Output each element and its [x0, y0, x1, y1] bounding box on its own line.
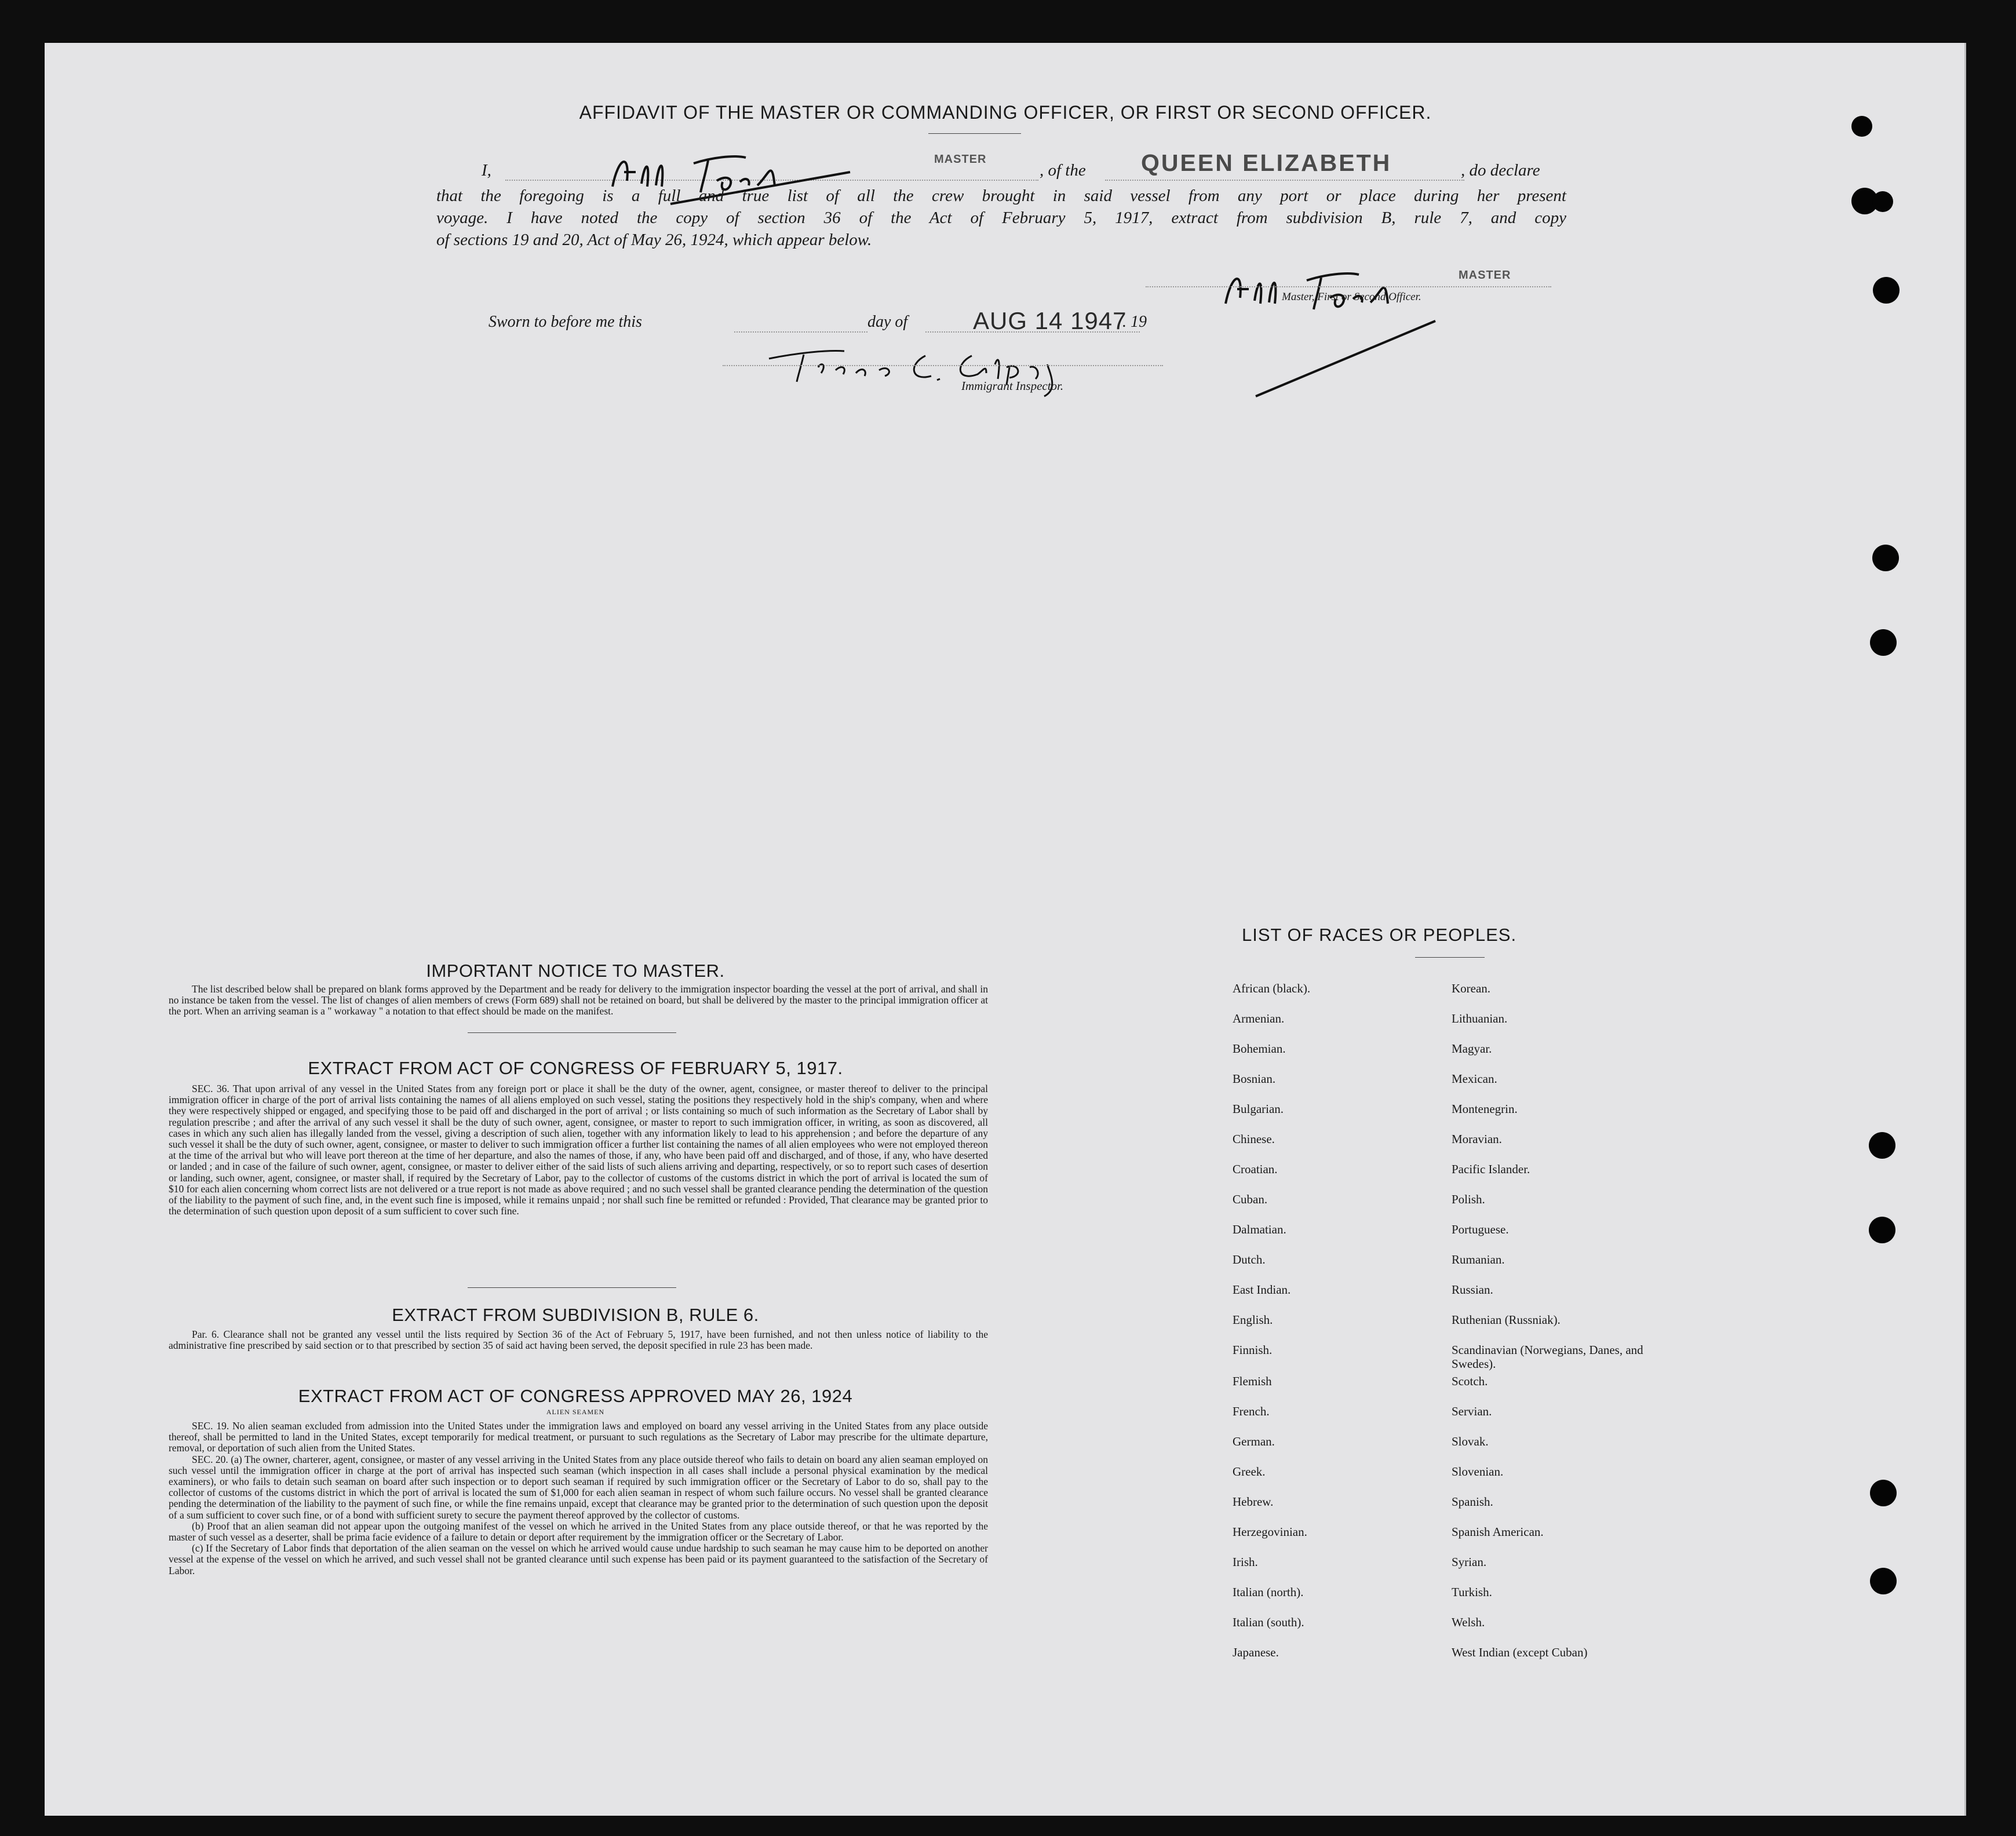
vessel-blank [1105, 180, 1464, 181]
race-left: Flemish [1233, 1374, 1272, 1388]
master-signature-2 [1215, 240, 1488, 402]
race-right: Servian. [1452, 1404, 1492, 1418]
race-right: Montenegrin. [1452, 1102, 1518, 1116]
race-right: Pacific Islander. [1452, 1162, 1530, 1176]
notice-text: The list described below shall be prepared on blank forms approved by the Department and be ready for delivery to the immigration inspector boarding the vessel at the port of arrival, and shall in no instance be taken from the vessel. The list of changes of alien members of crews (Form 689) shall not be retained on board, but shall be delivered by the master to the principal immigration officer at the port. When an arriving seaman is a " workaway " a notation to that effect should be made on the manifest. [169, 983, 988, 1017]
binder-hole [1873, 277, 1900, 304]
divider-1 [468, 1032, 676, 1033]
extract-1917-title: EXTRACT FROM ACT OF CONGRESS OF FEBRUARY 5, 1917. [308, 1058, 843, 1078]
affidavit-i: I, [482, 161, 491, 180]
alien-seamen-subtitle: ALIEN SEAMEN [546, 1408, 605, 1416]
vessel-name-stamp: QUEEN ELIZABETH [1141, 149, 1392, 176]
race-left: Armenian. [1233, 1012, 1285, 1025]
race-right: Syrian. [1452, 1555, 1487, 1569]
rule6-text: Par. 6. Clearance shall not be granted any vessel until the lists required by Section 36 of the Act of February 5, 1917, have been furnished, and not then unless notice of liability to the administrative fine prescribed by said section or to that prescribed by section 35 of said act having been served, the deposit specified in rule 23 has been made. [169, 1328, 988, 1352]
race-left: Herzegovinian. [1233, 1525, 1307, 1539]
binder-hole [1872, 545, 1899, 571]
date-stamp: AUG 14 1947 [973, 307, 1127, 334]
race-left: Dalmatian. [1233, 1222, 1286, 1236]
sec19-text: SEC. 19. No alien seaman excluded from admission into the United States under the immigration laws and employed on board any vessel arriving in the United States from any place outside thereof, shall be permitted to land in the United States, except temporarily for medical treatment, or pursuant to such regulations as the Secretary of Labor may prescribe for the ultimate departure, removal, or deportation of such alien from the United States. [169, 1420, 988, 1454]
race-left: Dutch. [1233, 1253, 1266, 1266]
binder-hole [1870, 1480, 1897, 1506]
binder-hole [1869, 1132, 1895, 1159]
declare-text: , do declare [1461, 161, 1540, 180]
race-right: Korean. [1452, 981, 1491, 995]
binder-hole [1870, 1568, 1897, 1594]
race-left: Bosnian. [1233, 1072, 1276, 1086]
race-left: East Indian. [1233, 1283, 1291, 1297]
race-right: Lithuanian. [1452, 1012, 1508, 1025]
race-left: Bohemian. [1233, 1042, 1286, 1056]
race-left: Hebrew. [1233, 1495, 1274, 1509]
race-left: English. [1233, 1313, 1273, 1327]
race-right: Rumanian. [1452, 1253, 1505, 1266]
race-right: Scotch. [1452, 1374, 1488, 1388]
race-left: German. [1233, 1435, 1275, 1448]
binder-hole [1870, 629, 1897, 656]
extract-1917-block [169, 1083, 988, 1217]
race-right: Turkish. [1452, 1585, 1492, 1599]
sec20b-text: (b) Proof that an alien seaman did not appear upon the outgoing manifest of the vessel on which he arrived in the United States from any place outside thereof, or that he was reported by the master of such vessel as a deserter, shall be prima facie evidence of a failure to detain or deport after requirement by the immigration officer or the Secretary of Labor. [169, 1520, 988, 1543]
sworn-text: Sworn to before me this [488, 313, 642, 331]
master-stamp-1: MASTER [934, 153, 987, 166]
races-list [1233, 981, 1928, 1735]
inspector-blank [723, 365, 1163, 366]
race-right: Spanish. [1452, 1495, 1493, 1509]
race-left: Greek. [1233, 1465, 1266, 1479]
race-right: Mexican. [1452, 1072, 1497, 1086]
race-right: Russian. [1452, 1283, 1493, 1297]
affidavit-body-line-4: of sections 19 and 20, Act of May 26, 1924, which appear below. [436, 231, 872, 249]
race-right: Polish. [1452, 1192, 1485, 1206]
race-left: African (black). [1233, 981, 1311, 995]
race-right: Portuguese. [1452, 1222, 1509, 1236]
race-right: Magyar. [1452, 1042, 1492, 1056]
race-right: West Indian (except Cuban) [1452, 1645, 1588, 1659]
rule6-block [169, 1329, 988, 1351]
year-suffix: . 19 [1122, 313, 1147, 331]
notice-text-block [169, 984, 988, 1017]
race-right: Slovenian. [1452, 1465, 1504, 1479]
of-the-text: , of the [1040, 161, 1086, 180]
race-left: Chinese. [1233, 1132, 1275, 1146]
race-right: Moravian. [1452, 1132, 1502, 1146]
affidavit-body-line-3: voyage. I have noted the copy of section 36 of the Act of February 5, 1917, extract from subdivision B, rule 7, and copy [436, 209, 1566, 227]
race-left: Japanese. [1233, 1645, 1279, 1659]
race-left: Italian (north). [1233, 1585, 1304, 1599]
master-stamp-2: MASTER [1459, 269, 1511, 282]
sec20a-text: SEC. 20. (a) The owner, charterer, agent, consignee, or master of any vessel arriving in the United States from any place outside thereof who fails to detain on board any alien seaman employed on such vessel until the immigration officer in charge at the port of arrival has inspected such seaman (which inspection in all cases shall include a personal physical examination by the medical examiners), or who fails to detain such seaman on board after such inspection or to deport such seaman if required by such immigration officer or the Secretary of Labor to do so, shall pay to the collector of customs of the customs district in which the port of arrival is located the sum of $1,000 for each alien seaman in respect of whom such failure occurs. No vessel shall be granted clearance pending the determination of the liability to the payment of such fine, or while the fine remains unpaid, except that clearance may be granted prior to the determination of such question upon the deposit of a sum sufficient to cover such fine, or of a bond with sufficient surety to secure the payment thereof approved by the collector of customs. [169, 1453, 988, 1521]
race-right: Spanish American. [1452, 1525, 1544, 1539]
race-right: Welsh. [1452, 1615, 1485, 1629]
race-left: Cuban. [1233, 1192, 1268, 1206]
races-divider [1415, 957, 1485, 958]
race-left: Bulgarian. [1233, 1102, 1284, 1116]
race-left: Croatian. [1233, 1162, 1278, 1176]
extract-1924-title: EXTRACT FROM ACT OF CONGRESS APPROVED MAY 26, 1924 [298, 1386, 853, 1406]
sec20c-text: (c) If the Secretary of Labor finds that deportation of the alien seaman on the vessel on which he arrived would cause undue hardship to such seaman he may cause him to be deported on another vessel at the expense of the vessel on which he arrived, and such vessel shall not be granted clearance until such expense has been paid or its payment guaranteed to the satisfaction of the Secretary of Labor. [169, 1542, 988, 1576]
divider-2 [468, 1287, 676, 1288]
extract-1917-text: SEC. 36. That upon arrival of any vessel in the United States from any foreign port or place it shall be the duty of the owner, agent, consignee, or master thereof to deliver to the principal immigration officer in charge of the port of arrival lists containing the names of all aliens employed on such vessel, stating the positions they respectively hold in the ship's company, when and where they were respectively shipped or engaged, and specifying those to be paid off and discharged in the port of arrival ; or lists containing so much of such information as the Secretary of Labor shall by regulation prescribe ; and after the arrival of any such vessel it shall be the duty of such owner, agent, consignee, or master to report to such immigration officer, in writing, as soon as discovered, all cases in which any such alien has illegally landed from the vessel, giving a description of such alien, together with any information likely to lead to his apprehension ; and before the departure of any such vessel it shall be the duty of such owner, agent, consignee, or master to deliver to such immigration officer a further list containing the names of all alien employees who were not employed thereon at the time of the arrival but who will leave port thereon at the time of her departure, and also the names of those, if any, who have been paid off and discharged, and of those, if any, who have deserted or landed ; and in case of the failure of such owner, agent, consignee, or master to deliver either of the said lists of such aliens arriving and departing, respectively, or so to report such cases of desertion or landing, such owner, agent, consignee, or master shall, if required by the Secretary of Labor, pay to the collector of customs of the customs district in which the port of arrival is located the sum of $10 for each alien concerning whom correct lists are not delivered or a true report is not made as above required ; and no such vessel shall be granted clearance pending the determination of the question of the liability to the payment of such fine, and, in the event such fine is imposed, while it remains unpaid ; nor shall such fine be remitted or refunded : Provided, That clearance may be granted prior to the determination of such question upon deposit of a sum sufficient to cover such fine. [169, 1083, 988, 1217]
day-of-text: day of [867, 313, 908, 331]
affidavit-body-line-2: that the foregoing is a full and true list of all the crew brought in said vessel from any port or place during her present [436, 187, 1566, 205]
race-left: Finnish. [1233, 1343, 1273, 1357]
signature-blank [1146, 286, 1551, 287]
binder-hole [1851, 116, 1872, 137]
notice-title: IMPORTANT NOTICE TO MASTER. [426, 961, 725, 981]
signer-caption: Master, First or Second Officer. [1282, 291, 1421, 303]
race-left: French. [1233, 1404, 1270, 1418]
binder-hole [1872, 191, 1893, 212]
race-right: Scandinavian (Norwegians, Danes, and Swedes). [1452, 1343, 1643, 1371]
race-left: Irish. [1233, 1555, 1258, 1569]
races-title: LIST OF RACES OR PEOPLES. [1242, 925, 1517, 945]
document-page [45, 43, 1966, 1816]
race-left: Italian (south). [1233, 1615, 1304, 1629]
race-right: Slovak. [1452, 1435, 1489, 1448]
rule6-title: EXTRACT FROM SUBDIVISION B, RULE 6. [392, 1305, 759, 1325]
affidavit-title: AFFIDAVIT OF THE MASTER OR COMMANDING OFFICER, OR FIRST OR SECOND OFFICER. [579, 102, 1432, 123]
race-right: Ruthenian (Russniak). [1452, 1313, 1561, 1327]
title-divider [928, 133, 1021, 134]
inspector-caption: Immigrant Inspector. [961, 379, 1064, 393]
binder-hole [1869, 1217, 1895, 1243]
extract-1924-block [169, 1421, 988, 1576]
